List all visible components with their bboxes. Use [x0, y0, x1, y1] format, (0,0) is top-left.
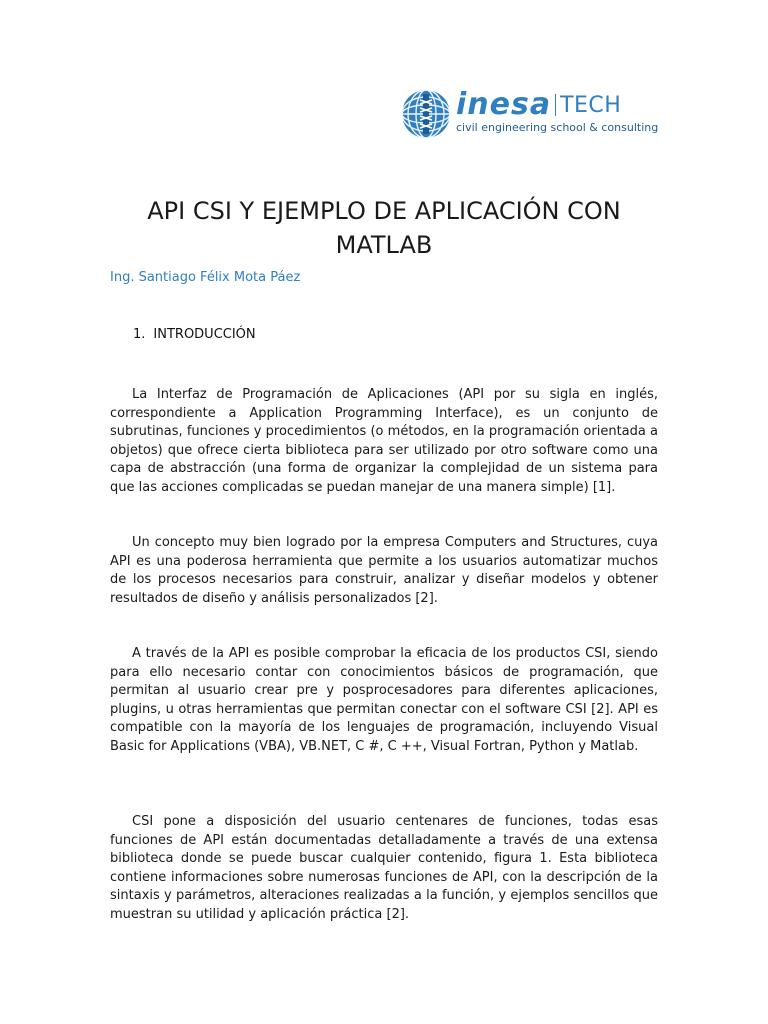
section-title: INTRODUCCIÓN: [153, 327, 256, 342]
body-paragraph: La Interfaz de Programación de Aplicaciones (API por su sigla en inglés, correspondiente a Application Programming Interface), es un conjunto de subrutinas, funciones y procedimientos (o métodos, en la programación orientada a objetos) que ofrece cierta biblioteca para ser utilizado por otro software como una capa de abstracción (una forma de organizar la complejidad de un sistema para que las acciones complicadas se puedan manejar de una manera simple) [1].: [110, 387, 658, 495]
body-paragraph: CSI pone a disposición del usuario centenares de funciones, todas esas funciones de API están documentadas detalladamente a través de una extensa biblioteca donde se puede buscar cualquier contenido, figura 1. Esta biblioteca contiene informaciones sobre numerosas funciones de API, con la descripción de la sintaxis y parámetros, alteraciones realizadas a la función, y ejemplos sencillos que muestran su utilidad y aplicación práctica [2].: [110, 814, 658, 922]
logo-divider: [555, 94, 556, 116]
body-paragraph: A través de la API es posible comprobar la eficacia de los productos CSI, siendo para ello necesario contar con conocimientos básicos de programación, que permitan al usuario crear pre y posprocesadores para diferentes aplicaciones, plugins, u otras herramientas que permitan conectar con el software CSI [2]. API es compatible con la mayoría de los lenguajes de programación, incluyendo Visual Basic for Applications (VBA), VB.NET, C #, C ++, Visual Fortran, Python y Matlab.: [110, 646, 658, 754]
logo-wordmark: [456, 87, 622, 122]
section-heading: [133, 327, 256, 342]
logo-tagline: civil engineering school & consulting: [456, 121, 659, 134]
author-name: Ing. Santiago Félix Mota Páez: [110, 270, 301, 285]
inesa-tech-logo: [400, 88, 660, 140]
document-title: API CSI Y EJEMPLO DE APLICACIÓN CON MATLAB: [147, 197, 621, 260]
body-paragraph: Un concepto muy bien logrado por la empresa Computers and Structures, cuya API es una poderosa herramienta que permite a los usuarios automatizar muchos de los procesos necesarios para construir, analizar y diseñar modelos y obtener resultados de diseño y análisis personalizados [2].: [110, 535, 658, 606]
globe-icon: [400, 88, 452, 140]
logo-inesa-text: inesa: [456, 87, 552, 122]
logo-tech-text: TECH: [560, 93, 622, 118]
section-number: 1.: [133, 327, 146, 342]
